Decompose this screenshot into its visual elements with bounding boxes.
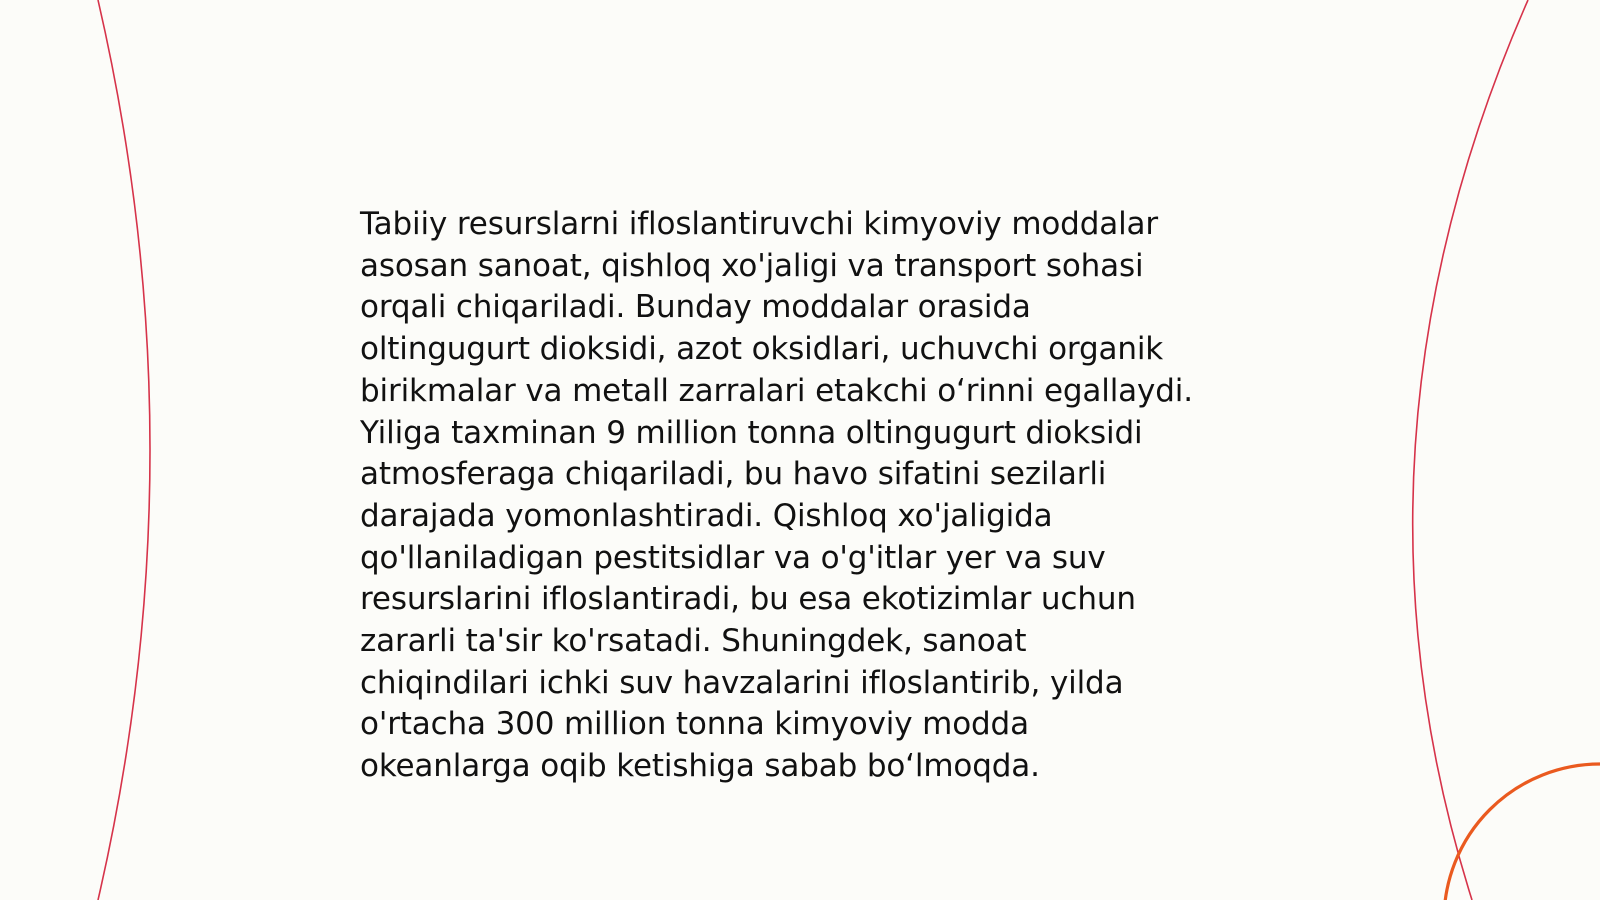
body-paragraph: Tabiiy resurslarni ifloslantiruvchi kimyoviy moddalar asosan sanoat, qishloq xo'jaligi va transport sohasi orqali chiqariladi. Bunday moddalar orasida oltingugurt dioksidi, azot oksidlari, uchuvchi organik birikmalar va metall zarralari etakchi oʻrinni egallaydi. Yiliga taxminan 9 million tonna oltingugurt dioksidi atmosferaga chiqariladi, bu havo sifatini sezilarli darajada yomonlashtiradi. Qishloq xo'jaligida qo'llaniladigan pestitsidlar va o'g'itlar yer va suv resurslarini ifloslantiradi, bu esa ekotizimlar uchun zararli ta'sir ko'rsatadi. Shuningdek, sanoat chiqindilari ichki suv havzalarini ifloslantirib, yilda o'rtacha 300 million tonna kimyoviy modda okeanlarga oqib ketishiga sabab boʻlmoqda. (360, 206, 1193, 785)
orange-circle-arc (1444, 764, 1600, 900)
right-arc (1413, 0, 1528, 900)
left-arc (98, 0, 150, 900)
